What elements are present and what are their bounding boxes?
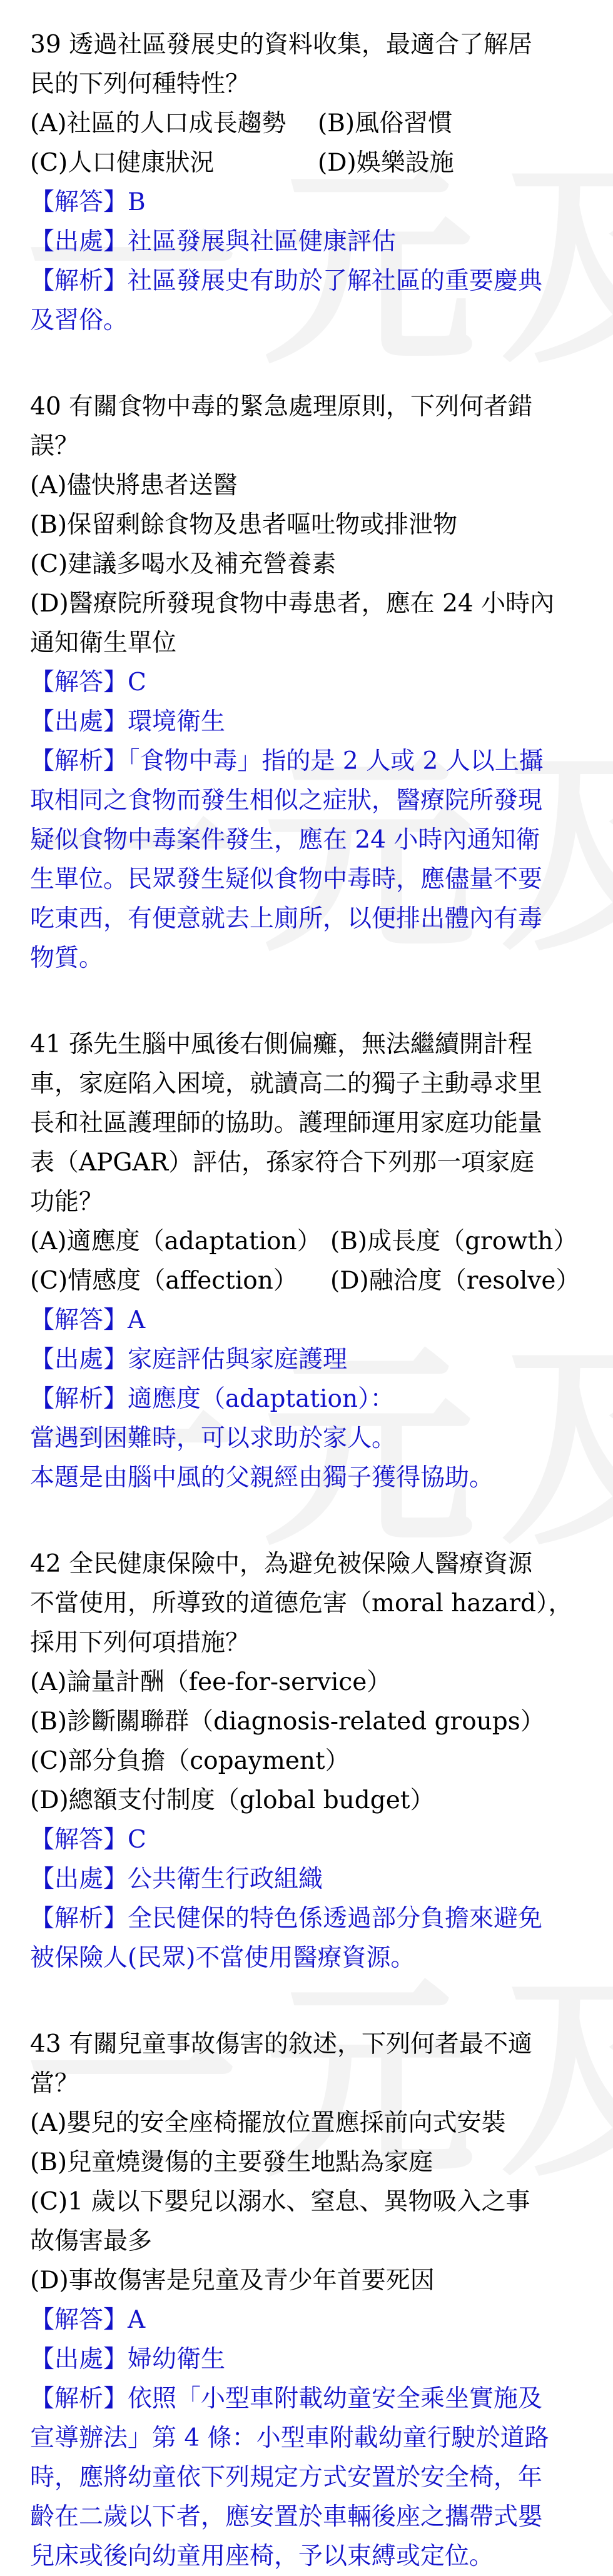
answer-line <box>30 1301 593 1340</box>
question-43 <box>30 2025 593 2576</box>
answer-value: A <box>128 2306 146 2334</box>
option-d: (D)融洽度（resolve） <box>330 1267 580 1295</box>
analysis-line <box>30 1899 593 1938</box>
analysis-label: 【解析】 <box>30 747 128 775</box>
option-row <box>30 1222 593 1261</box>
analysis-text: 社區發展史有助於了解社區的重要慶典 <box>128 267 543 295</box>
question-stem: 40 有關食物中毒的緊急處理原則，下列何者錯 <box>30 393 533 421</box>
question-stem: 表（APGAR）評估，孫家符合下列那一項家庭 <box>30 1149 535 1177</box>
option-row <box>30 1261 593 1301</box>
option-c: (C)情感度（affection） <box>30 1267 298 1295</box>
question-stem: 功能？ <box>30 1188 104 1216</box>
option-a: (A)社區的人口成長趨勢 <box>30 109 286 138</box>
analysis-text: 適應度（adaptation）： <box>128 1385 395 1413</box>
analysis-line <box>30 1379 593 1419</box>
option-row <box>30 104 593 143</box>
question-39 <box>30 25 593 340</box>
analysis-text: 疑似食物中毒案件發生，應在 24 小時內通知衛 <box>30 826 540 854</box>
option-row <box>30 143 593 183</box>
analysis-text: 被保險人(民眾)不當使用醫療資源。 <box>30 1944 415 1972</box>
analysis-text: 全民健保的特色係透過部分負擔來避免 <box>128 1904 543 1933</box>
answer-line <box>30 2300 593 2340</box>
question-stem: 採用下列何項措施？ <box>30 1629 250 1657</box>
analysis-text: 生單位。民眾發生疑似食物中毒時，應儘量不要 <box>30 865 543 893</box>
option-d: (D)娛樂設施 <box>318 149 454 177</box>
source-label: 【出處】 <box>30 228 128 256</box>
question-stem: 39 透過社區發展史的資料收集，最適合了解居 <box>30 31 533 59</box>
analysis-text: 齡在二歲以下者，應安置於車輛後座之攜帶式嬰 <box>30 2503 543 2531</box>
source-line <box>30 1859 593 1899</box>
answer-line <box>30 183 593 222</box>
analysis-text: 宣導辦法」第 4 條：小型車附載幼童行駛於道路 <box>30 2424 549 2452</box>
question-stem: 民的下列何種特性？ <box>30 70 250 98</box>
source-line <box>30 222 593 261</box>
answer-value: C <box>128 1826 146 1854</box>
answer-value: A <box>128 1306 146 1334</box>
answer-value: B <box>128 188 146 216</box>
question-stem: 42 全民健康保險中，為避免被保險人醫療資源 <box>30 1550 533 1578</box>
option-c-continued: 故傷害最多 <box>30 2227 153 2255</box>
option-c: (C)1 歲以下嬰兒以溺水、窒息、異物吸入之事 <box>30 2188 530 2216</box>
question-stem: 當？ <box>30 2070 79 2098</box>
analysis-line <box>30 261 593 301</box>
analysis-label: 【解析】 <box>30 1904 128 1933</box>
analysis-text: 取相同之食物而發生相似之症狀，醫療院所發現 <box>30 787 543 815</box>
source-label: 【出處】 <box>30 1865 128 1893</box>
answer-value: C <box>128 668 146 697</box>
source-label: 【出處】 <box>30 2345 128 2373</box>
source-line <box>30 2340 593 2379</box>
analysis-text: 吃東西，有便意就去上廁所，以便排出體內有毒 <box>30 905 543 933</box>
option-d: (D)醫療院所發現食物中毒患者，應在 24 小時內 <box>30 590 555 618</box>
option-a: (A)適應度（adaptation） <box>30 1227 322 1255</box>
source-value: 家庭評估與家庭護理 <box>128 1346 348 1374</box>
answer-label: 【解答】 <box>30 1306 128 1334</box>
analysis-text: 物質。 <box>30 944 104 972</box>
question-stem: 不當使用，所導致的道德危害（moral hazard）， <box>30 1589 573 1618</box>
option-d: (D)總額支付制度（global budget） <box>30 1786 435 1814</box>
question-stem: 43 有關兒童事故傷害的敘述，下列何者最不適 <box>30 2030 533 2058</box>
option-d-continued: 通知衛生單位 <box>30 629 177 657</box>
analysis-text: 兒床或後向幼童用座椅，予以束縛或定位。 <box>30 2542 494 2570</box>
question-stem: 誤？ <box>30 432 79 460</box>
option-a: (A)嬰兒的安全座椅擺放位置應採前向式安裝 <box>30 2109 506 2137</box>
option-a: (A)儘快將患者送醫 <box>30 471 238 500</box>
answer-line <box>30 663 593 702</box>
answer-label: 【解答】 <box>30 1826 128 1854</box>
source-label: 【出處】 <box>30 1346 128 1374</box>
analysis-label: 【解析】 <box>30 2385 128 2413</box>
analysis-text: 當遇到困難時，可以求助於家人。 <box>30 1424 397 1452</box>
option-b: (B)成長度（growth） <box>330 1227 578 1255</box>
question-stem: 長和社區護理師的協助。護理師運用家庭功能量 <box>30 1109 543 1137</box>
answer-line <box>30 1820 593 1859</box>
analysis-text: 本題是由腦中風的父親經由獨子獲得協助。 <box>30 1464 494 1492</box>
document-body <box>30 0 593 2576</box>
answer-label: 【解答】 <box>30 188 128 216</box>
option-c: (C)人口健康狀況 <box>30 149 215 177</box>
analysis-text: 及習俗。 <box>30 306 128 335</box>
analysis-label: 【解析】 <box>30 1385 128 1413</box>
option-d: (D)事故傷害是兒童及青少年首要死因 <box>30 2267 435 2295</box>
option-b: (B)兒童燒燙傷的主要發生地點為家庭 <box>30 2148 433 2176</box>
option-b: (B)保留剩餘食物及患者嘔吐物或排泄物 <box>30 511 458 539</box>
question-41 <box>30 1025 593 1497</box>
question-40 <box>30 387 593 978</box>
source-line <box>30 1340 593 1379</box>
answer-label: 【解答】 <box>30 2306 128 2334</box>
option-c: (C)建議多喝水及補充營養素 <box>30 550 337 578</box>
answer-label: 【解答】 <box>30 668 128 697</box>
analysis-text: 時，應將幼童依下列規定方式安置於安全椅，年 <box>30 2463 543 2492</box>
source-value: 公共衛生行政組織 <box>128 1865 323 1893</box>
option-b: (B)風俗習慣 <box>318 109 453 138</box>
option-c: (C)部分負擔（copayment） <box>30 1747 350 1775</box>
option-a: (A)論量計酬（fee-for-service） <box>30 1668 392 1696</box>
question-42 <box>30 1544 593 1978</box>
source-value: 環境衛生 <box>128 708 226 736</box>
analysis-line <box>30 742 593 781</box>
source-value: 社區發展與社區健康評估 <box>128 228 397 256</box>
analysis-text: 依照「小型車附載幼童安全乘坐實施及 <box>128 2385 543 2413</box>
option-b: (B)診斷關聯群（diagnosis-related groups） <box>30 1708 545 1736</box>
source-label: 【出處】 <box>30 708 128 736</box>
analysis-text: 「食物中毒」指的是 2 人或 2 人以上攝 <box>128 747 544 775</box>
analysis-label: 【解析】 <box>30 267 128 295</box>
source-value: 婦幼衛生 <box>128 2345 226 2373</box>
analysis-line <box>30 2379 593 2418</box>
source-line <box>30 702 593 742</box>
question-stem: 41 孫先生腦中風後右側偏癱，無法繼續開計程 <box>30 1030 533 1059</box>
question-stem: 車，家庭陷入困境，就讀高二的獨子主動尋求里 <box>30 1070 543 1098</box>
